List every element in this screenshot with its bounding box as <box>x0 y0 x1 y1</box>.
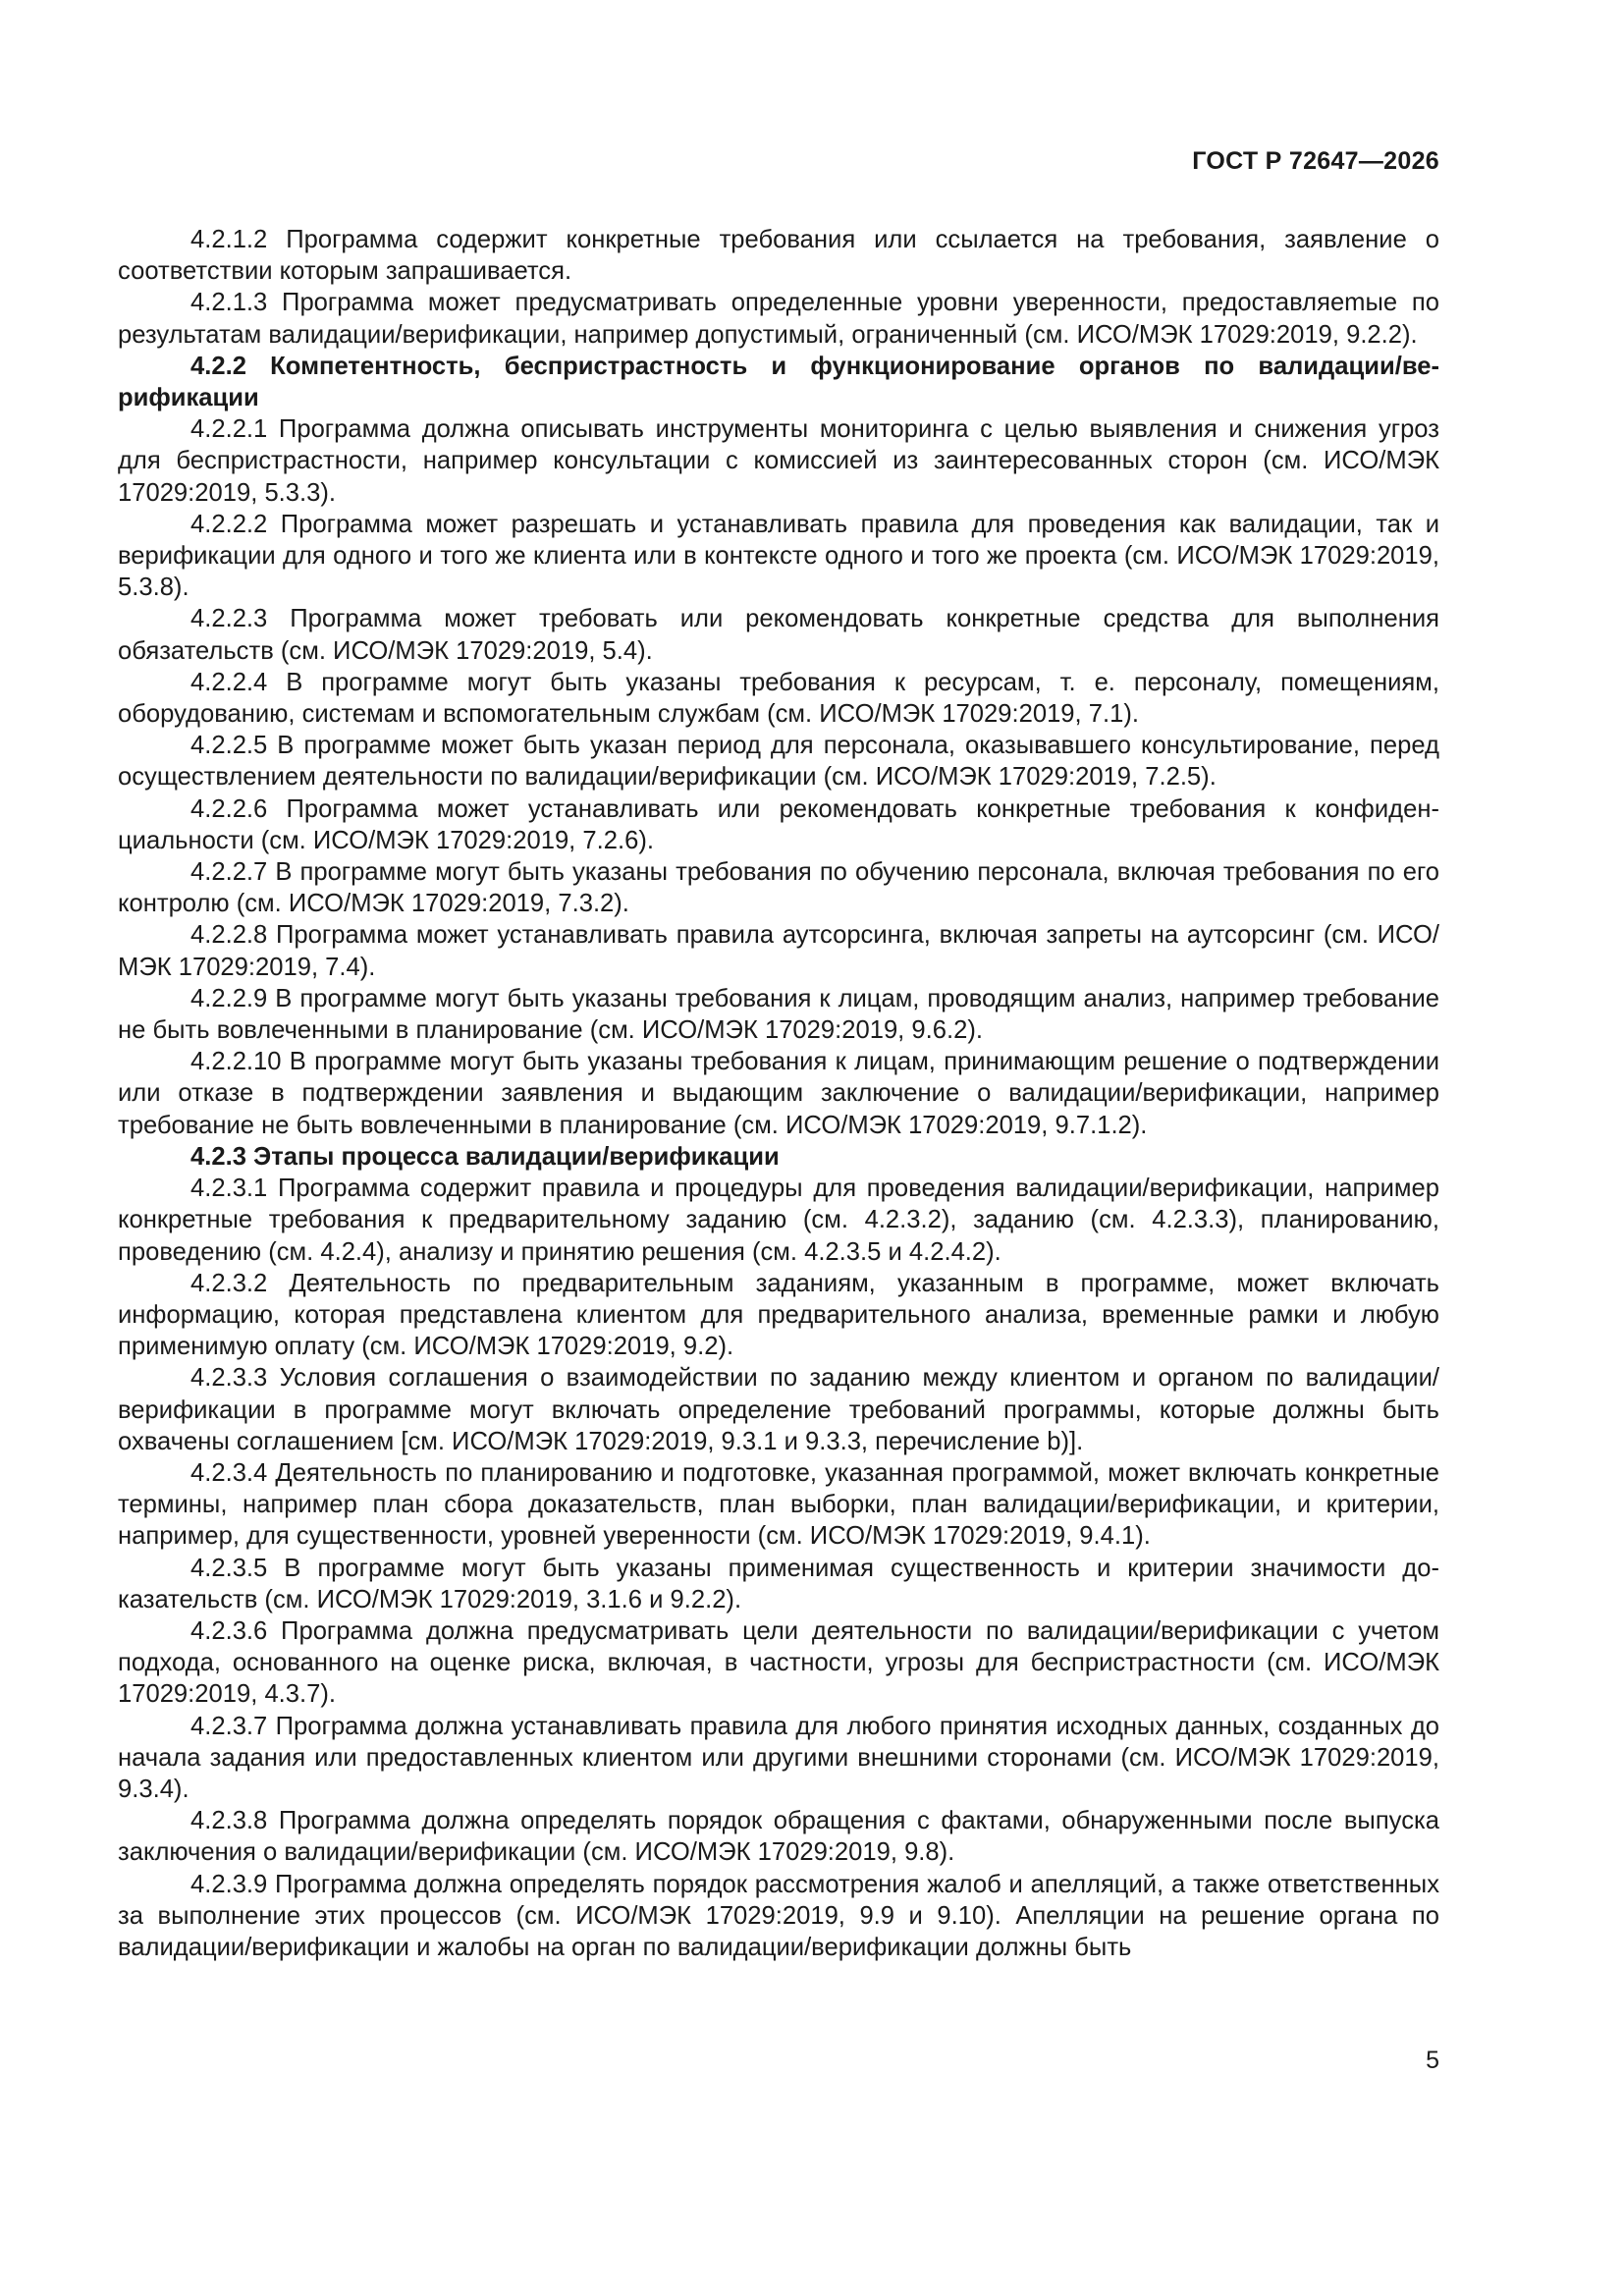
paragraph: 4.2.3.4 Деятельность по планированию и подготовке, указанная программой, может включать конкретные термины, например план сбора доказательств, план выборки, план валидации/верификации, и критерии, например, для существенности, уровней уверенности (см. ИСО/МЭК 17029:2019, 9.4.1). <box>118 1458 1439 1551</box>
paragraph: 4.2.2.5 В программе может быть указан период для персонала, оказывавшего консультирование, перед осуществлением деятельности по валидации/верификации (см. ИСО/МЭК 17029:2019, 7.2.5). <box>118 732 1439 792</box>
paragraph: 4.2.2.1 Программа должна описывать инструменты мониторинга с целью выявления и снижения угроз для беспристрастности, например консультации с комиссией из заинтересованных сторон (см. ИСО/МЭК 17029:2019, 5.3.3). <box>118 415 1439 507</box>
paragraph: 4.2.2.7 В программе могут быть указаны требования по обучению персонала, включая требования по его контролю (см. ИСО/МЭК 17029:2019, 7.3.2). <box>118 858 1439 918</box>
paragraph: 4.2.2.10 В программе могут быть указаны требования к лицам, принимающим решение о подтверждении или отказе в подтверждении заявления и выдающим заключение о валидации/верификации, например требование не быть вовлеченными в планирование (см. ИСО/МЭК 17029:2019, 9.7.1.2). <box>118 1048 1439 1139</box>
paragraph: 4.2.3.8 Программа должна определять порядок обращения с фактами, обнаруженными после выпуска заключения о валидации/верификации (см. ИСО/МЭК 17029:2019, 9.8). <box>118 1807 1439 1867</box>
paragraph: 4.2.3.1 Программа содержит правила и процедуры для проведения валидации/верификации, например конкретные требования к предварительному заданию (см. 4.2.3.2), заданию (см. 4.2.3.3), планированию, проведению (см. 4.2.4), анализу и принятию решения (см. 4.2.3.5 и 4.2.4.2). <box>118 1175 1439 1266</box>
paragraph: 4.2.3.5 В программе могут быть указаны применимая существенность и критерии значимости доказательств (см. ИСО/МЭК 17029:2019, 3.1.6 и 9.2.2). <box>118 1554 1439 1613</box>
paragraph: 4.2.1.3 Программа может предусматривать определенные уровни уверенности, предоставляemые по результатам валидации/верификации, например допустимый, ограниченный (см. ИСО/МЭК 17029:2019, 9.2.2). <box>118 289 1439 349</box>
paragraph: 4.2.3.7 Программа должна устанавливать правила для любого принятия исходных данных, созданных до начала задания или предоставленных клиентом или другими внешними сторонами (см. ИСО/МЭК 17029:2019, 9.3.4). <box>118 1712 1439 1803</box>
document-body <box>118 224 1439 1963</box>
section-heading: 4.2.2 Компетентность, беспристрастность и функционирование органов по валидации/верификации <box>118 352 1439 412</box>
page-number: 5 <box>1426 2047 1439 2074</box>
paragraph: 4.2.2.6 Программа может устанавливать или рекомендовать конкретные требования к конфиденциальности (см. ИСО/МЭК 17029:2019, 7.2.6). <box>118 794 1439 854</box>
paragraph: 4.2.2.9 В программе могут быть указаны требования к лицам, проводящим анализ, например требование не быть вовлеченными в планирование (см. ИСО/МЭК 17029:2019, 9.6.2). <box>118 984 1439 1045</box>
paragraph: 4.2.3.2 Деятельность по предварительным заданиям, указанным в программе, может включать информацию, которая представлена клиентом для предварительного анализа, временные рамки и любую применимую оплату (см. ИСО/МЭК 17029:2019, 9.2). <box>118 1269 1439 1361</box>
paragraph: 4.2.3.3 Условия соглашения о взаимодействии по заданию между клиентом и органом по валидации/верификации в программе могут включать определение требований программы, которые должны быть охвачены соглашением [см. ИСО/МЭК 17029:2019, 9.3.1 и 9.3.3, перечисление b)]. <box>118 1364 1439 1455</box>
paragraph: 4.2.2.8 Программа может устанавливать правила аутсорсинга, включая запреты на аутсорсинг (см. ИСО/МЭК 17029:2019, 7.4). <box>118 921 1439 981</box>
paragraph: 4.2.3.6 Программа должна предусматривать цели деятельности по валидации/верификации с учетом подхода, основанного на оценке риска, включая, в частности, угрозы для беспристрастности (см. ИСО/МЭК 17029:2019, 4.3.7). <box>118 1616 1439 1709</box>
paragraph: 4.2.3.9 Программа должна определять порядок рассмотрения жалоб и апелляций, а также ответственных за выполнение этих процессов (см. ИСО/МЭК 17029:2019, 9.9 и 9.10). Апелляции на решение органа по валидации/верификации и жалобы на орган по валидации/верификации должны быть <box>118 1870 1439 1961</box>
section-heading: 4.2.3 Этапы процесса валидации/верификации <box>190 1142 780 1171</box>
paragraph: 4.2.2.2 Программа может разрешать и устанавливать правила для проведения как валидации, так и верификации для одного и того же клиента или в контексте одного и того же проекта (см. ИСО/МЭК 17029:2019, 5.3.8). <box>118 510 1439 602</box>
paragraph: 4.2.1.2 Программа содержит конкретные требования или ссылается на требования, заявление о соответствии которым запрашивается. <box>118 226 1439 286</box>
paragraph: 4.2.2.3 Программа может требовать или рекомендовать конкретные средства для выполнения обязательств (см. ИСО/МЭК 17029:2019, 5.4). <box>118 605 1439 665</box>
document-header: ГОСТ Р 72647—2026 <box>1192 147 1439 175</box>
paragraph: 4.2.2.4 В программе могут быть указаны требования к ресурсам, т. е. персоналу, помещениям, оборудованию, системам и вспомогательным службам (см. ИСО/МЭК 17029:2019, 7.1). <box>118 668 1439 729</box>
